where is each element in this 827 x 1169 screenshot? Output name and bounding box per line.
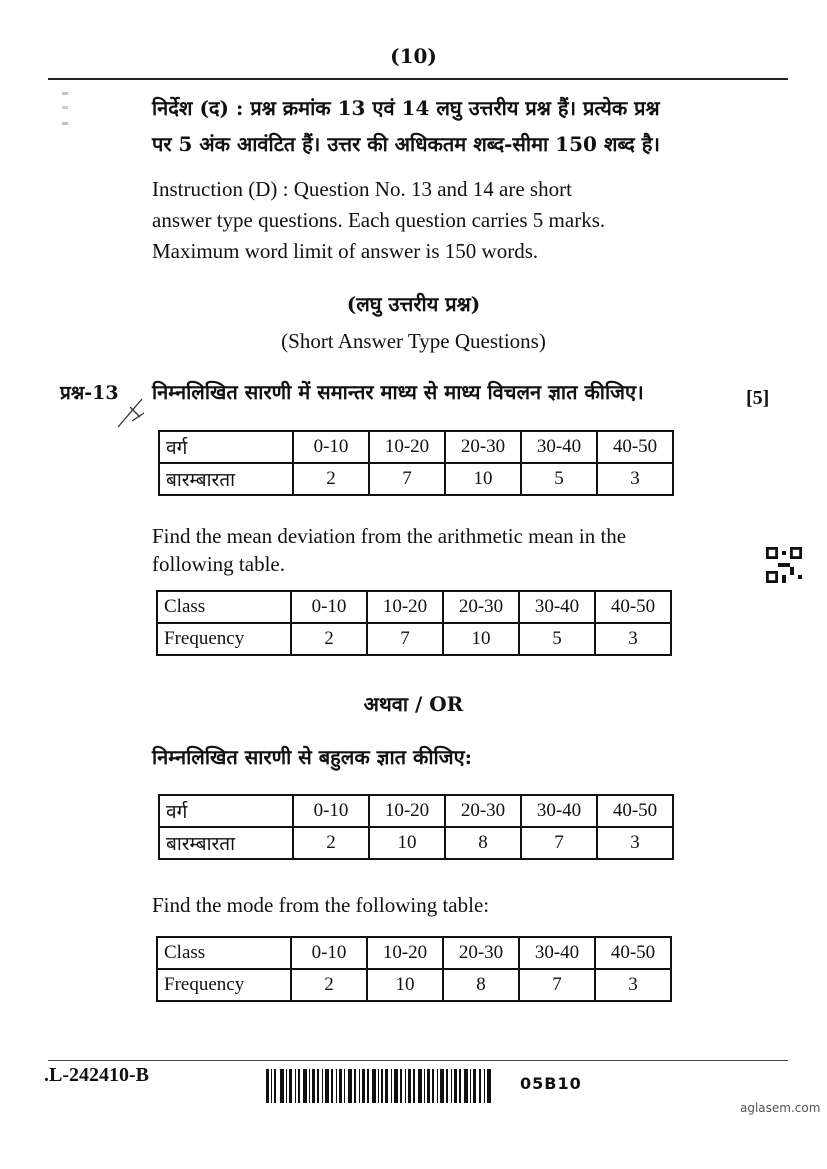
question-number: प्रश्न-13 [60,382,119,404]
table-alt-english [156,936,672,1002]
table-row-label: Frequency [157,623,291,655]
table-row [157,937,671,969]
table-cell: 40-50 [597,431,673,463]
table-cell: 8 [445,827,521,859]
table-cell: 7 [521,827,597,859]
table-q13-english [156,590,672,656]
table-cell: 40-50 [597,795,673,827]
table-cell: 0-10 [293,431,369,463]
table-cell: 5 [521,463,597,495]
table-cell: 10-20 [367,591,443,623]
table-cell: 10-20 [367,937,443,969]
table-cell: 3 [597,463,673,495]
table-header-label: Class [157,591,291,623]
alternative-text-hindi: निम्नलिखित सारणी से बहुलक ज्ञात कीजिए: [152,745,473,769]
section-heading-english: (Short Answer Type Questions) [281,329,546,353]
table-cell: 8 [443,969,519,1001]
table-row [157,623,671,655]
barcode-number: 05B10 [520,1074,582,1093]
margin-marks [62,92,68,152]
instruction-en-line-2: answer type questions. Each question carries 5 marks. [152,208,606,232]
bottom-rule [48,1060,788,1061]
table-cell: 20-30 [443,937,519,969]
table-cell: 2 [291,623,367,655]
table-header-label: वर्ग [159,795,293,827]
table-cell: 10 [443,623,519,655]
table-cell: 2 [291,969,367,1001]
table-cell: 5 [519,623,595,655]
section-heading-hindi: (लघु उत्तरीय प्रश्न) [346,292,481,316]
question-text-hindi: निम्नलिखित सारणी में समान्तर माध्य से माध्य विचलन ज्ञात कीजिए। [152,380,644,404]
table-cell: 30-40 [521,431,597,463]
table-cell: 2 [293,463,369,495]
watermark-text: aglasem.com [740,1101,821,1115]
barcode-icon [266,1069,494,1103]
table-cell: 40-50 [595,937,671,969]
table-cell: 30-40 [519,591,595,623]
table-row-label: Frequency [157,969,291,1001]
or-separator: अथवा / OR [363,692,464,716]
table-cell: 20-30 [445,795,521,827]
table-q13-hindi [158,430,674,496]
table-row-label: बारम्बारता [159,827,293,859]
qr-code-icon [766,547,802,583]
pen-scribble [112,395,152,431]
alternative-text-english: Find the mode from the following table: [152,893,490,917]
table-cell: 30-40 [521,795,597,827]
question-en-line-1: Find the mean deviation from the arithmetic mean in the [152,524,627,548]
instruction-en-line-3: Maximum word limit of answer is 150 words. [152,239,539,263]
table-cell: 3 [595,969,671,1001]
table-row-label: बारम्बारता [159,463,293,495]
table-header-label: वर्ग [159,431,293,463]
table-row [159,463,673,495]
top-rule [48,78,788,80]
table-cell: 20-30 [445,431,521,463]
table-cell: 10-20 [369,431,445,463]
instruction-hindi [152,92,712,160]
table-cell: 3 [597,827,673,859]
table-cell: 10 [367,969,443,1001]
paper-code: .L-242410-B [44,1064,149,1086]
table-cell: 2 [293,827,369,859]
table-cell: 10-20 [369,795,445,827]
table-cell: 7 [369,463,445,495]
table-cell: 7 [367,623,443,655]
table-cell: 0-10 [293,795,369,827]
table-header-label: Class [157,937,291,969]
instruction-en-line-1: Instruction (D) : Question No. 13 and 14 are short [152,177,572,201]
table-cell: 20-30 [443,591,519,623]
table-cell: 40-50 [595,591,671,623]
table-cell: 30-40 [519,937,595,969]
instruction-hi-line-2: पर 5 अंक आवंटित हैं। उत्तर की अधिकतम शब्द-सीमा 150 शब्द है। [152,132,660,156]
table-row [159,827,673,859]
table-row [157,591,671,623]
question-en-line-2: following table. [152,552,285,576]
instruction-hi-line-1: निर्देश (द) : प्रश्न क्रमांक 13 एवं 14 लघु उत्तरीय प्रश्न हैं। प्रत्येक प्रश्न [152,96,660,120]
table-cell: 3 [595,623,671,655]
table-alt-hindi [158,794,674,860]
table-cell: 7 [519,969,595,1001]
table-row [157,969,671,1001]
table-cell: 0-10 [291,937,367,969]
table-cell: 10 [445,463,521,495]
table-row [159,795,673,827]
question-text-english [152,522,712,578]
instruction-english [152,174,712,267]
table-cell: 10 [369,827,445,859]
table-cell: 0-10 [291,591,367,623]
table-row [159,431,673,463]
question-marks: [5] [746,387,770,409]
page-number: (10) [390,44,437,68]
